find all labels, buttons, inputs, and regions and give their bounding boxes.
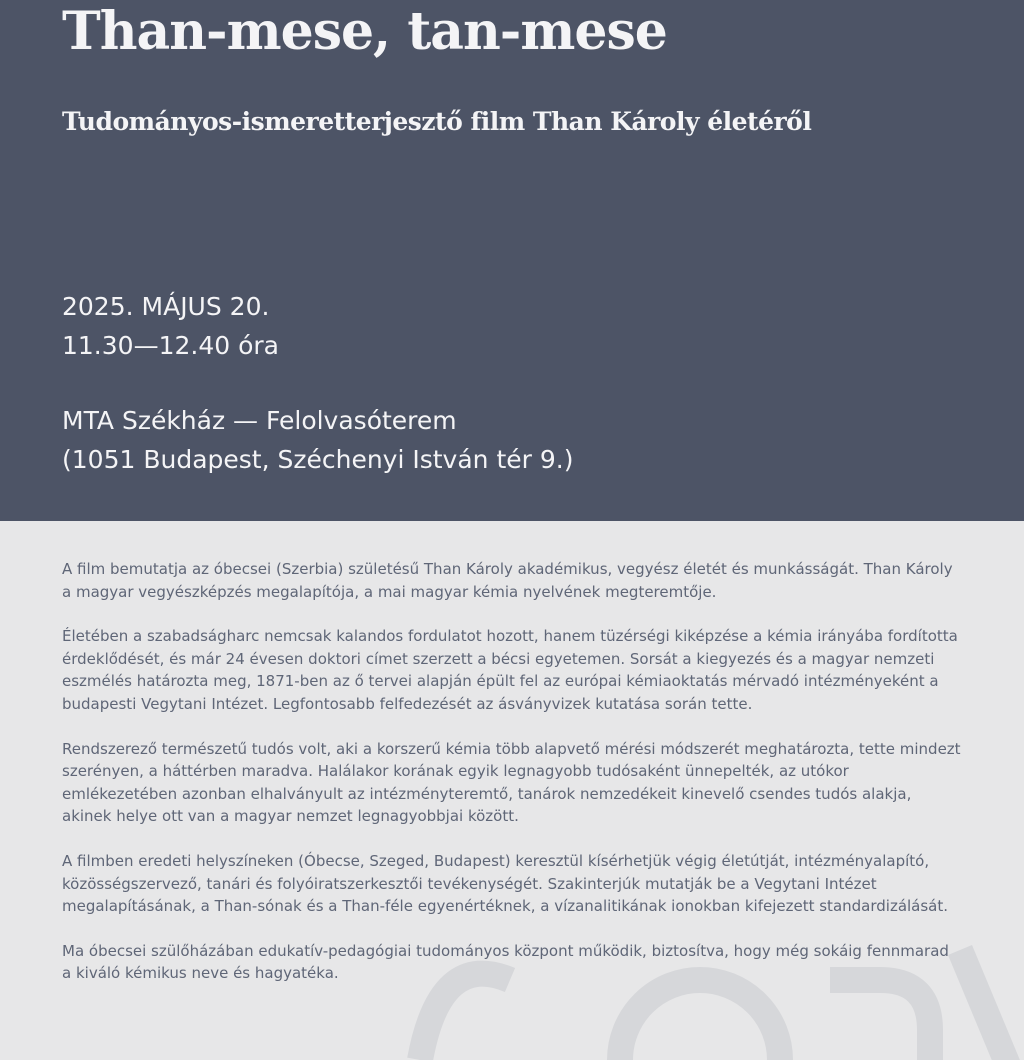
description-paragraph: Ma óbecsei szülőházában edukatív-pedagógiai tudományos központ működik, biztosítva, hogy még sokáig fennmarad a kiváló kémikus neve és hagyatéka.	[62, 941, 949, 983]
event-venue: MTA Székház — Felolvasóterem	[62, 406, 457, 435]
event-header	[0, 0, 1024, 521]
event-subtitle: Tudományos-ismeretterjesztő film Than Károly életéről	[62, 107, 812, 136]
event-time: 11.30—12.40 óra	[62, 331, 279, 360]
event-address: (1051 Budapest, Széchenyi István tér 9.)	[62, 445, 574, 474]
description-paragraph: A filmben eredeti helyszíneken (Óbecse, Szeged, Budapest) keresztül kísérhetjük végig életútját, intézményalapító, közösségszervező, tanári és folyóiratszerkesztői tevékenységét. Szakinterjúk mutatják be a Vegytani Intézet megalapításának, a Than-sónak és a Than-féle egyenértéknek, a vízanalitikának ionokban kifejezett standardizálását.	[62, 851, 949, 916]
description-paragraph: Életében a szabadságharc nemcsak kalandos fordulatot hozott, hanem tüzérségi kiképzése a kémia irányába fordította érdeklődését, és már 24 évesen doktori címet szerzett a bécsi egyetemen. Sorsát a kiegyezés és a magyar nemzeti eszmélés határozta meg, 1871-ben az ő tervei alapján épült fel az európai kémiaoktatás mérvadó intézményeként a budapesti Vegytani Intézet. Legfontosabb felfedezését az ásványvizek kutatása során tette.	[62, 627, 958, 713]
event-date: 2025. MÁJUS 20.	[62, 292, 270, 321]
description-paragraph: A film bemutatja az óbecsei (Szerbia) születésű Than Károly akadémikus, vegyész életét és munkásságát. Than Károly a magyar vegyészképzés megalapítója, a mai magyar kémia nyelvének megteremtője.	[62, 560, 953, 601]
description	[62, 558, 962, 1007]
event-title: Than-mese, tan-mese	[62, 1, 667, 62]
description-paragraph: Rendszerező természetű tudós volt, aki a korszerű kémia több alapvető mérési módszerét meghatározta, tette mindezt szerényen, a háttérben maradva. Halálakor korának egyik legnagyobb tudósaként ünnepelték, az utókor emlékezetében azonban elhalványult az intézményteremtő, tanárok nemzedékeit kinevelő csendes tudós alakja, akinek helye ott van a magyar nemzet legnagyobbjai között.	[62, 739, 961, 826]
